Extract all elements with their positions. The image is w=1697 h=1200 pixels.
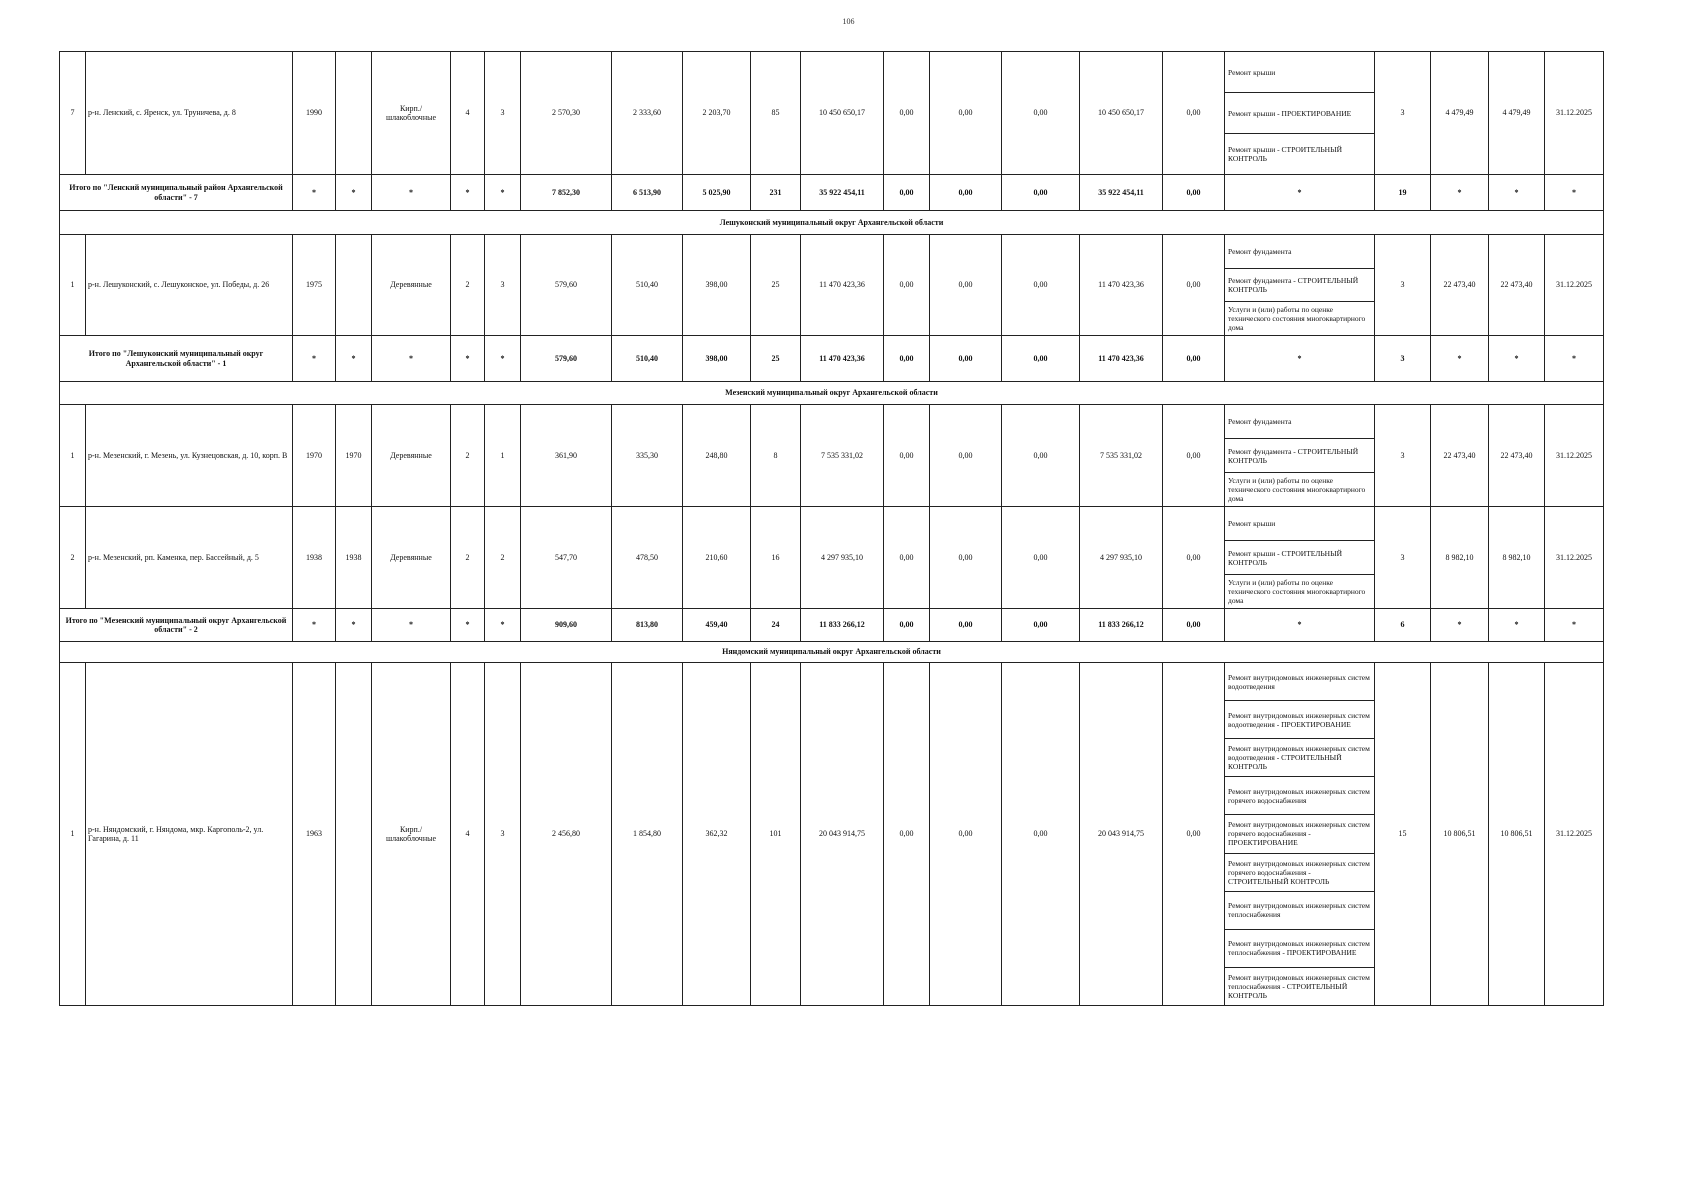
cell-living-area2: 248,80 [683, 405, 751, 507]
cell-living-area: 813,80 [612, 609, 683, 642]
cell-fund1: 0,00 [884, 609, 930, 642]
work-item: Ремонт фундамента [1225, 235, 1374, 269]
cell-residents: 231 [751, 175, 801, 211]
cell-fund1: 0,00 [884, 507, 930, 609]
cell-floors: 4 [451, 663, 485, 1006]
cell-year-built: 1975 [293, 235, 336, 336]
placeholder-cell: * [1545, 175, 1604, 211]
work-item: Ремонт внутридомовых инженерных систем горячего водоснабжения [1225, 777, 1374, 815]
placeholder-cell: * [1431, 175, 1489, 211]
cell-work-count: 6 [1375, 609, 1431, 642]
placeholder-cell: * [485, 336, 521, 382]
placeholder-cell: * [1431, 336, 1489, 382]
cell-material: Деревянные [372, 235, 451, 336]
cell-cost-total: 10 450 650,17 [801, 52, 884, 175]
house-row [60, 52, 1604, 175]
cell-year-renov [336, 235, 372, 336]
placeholder-cell: * [451, 609, 485, 642]
cell-total-area: 361,90 [521, 405, 612, 507]
cell-fund5: 0,00 [1163, 609, 1225, 642]
cell-total-area: 909,60 [521, 609, 612, 642]
cell-deadline: 31.12.2025 [1545, 52, 1604, 175]
cell-entrances: 3 [485, 235, 521, 336]
cell-year-built: 1963 [293, 663, 336, 1006]
cell-fund4: 20 043 914,75 [1080, 663, 1163, 1006]
cell-fund4: 7 535 331,02 [1080, 405, 1163, 507]
cell-fund3: 0,00 [1002, 336, 1080, 382]
work-item: Ремонт фундамента [1225, 405, 1374, 439]
work-item: Ремонт крыши [1225, 52, 1374, 93]
cell-unit-cost: 10 806,51 [1431, 663, 1489, 1006]
cell-fund3: 0,00 [1002, 663, 1080, 1006]
cell-fund4: 11 833 266,12 [1080, 609, 1163, 642]
cell-fund1: 0,00 [884, 52, 930, 175]
work-item: Ремонт внутридомовых инженерных систем водоотведения [1225, 663, 1374, 701]
cell-no: 1 [60, 235, 86, 336]
cell-deadline: 31.12.2025 [1545, 235, 1604, 336]
work-item: Услуги и (или) работы по оценке технического состояния многоквартирного дома [1228, 578, 1366, 605]
cell-residents: 101 [751, 663, 801, 1006]
cell-fund2: 0,00 [930, 609, 1002, 642]
cell-entrances: 1 [485, 405, 521, 507]
cell-fund5: 0,00 [1163, 405, 1225, 507]
cell-total-area: 579,60 [521, 336, 612, 382]
cell-no: 1 [60, 405, 86, 507]
cell-residents: 85 [751, 52, 801, 175]
subtotal-row [60, 336, 1604, 382]
cell-floors: 4 [451, 52, 485, 175]
work-item: Услуги и (или) работы по оценке технического состояния многоквартирного дома [1228, 305, 1366, 333]
section-header-row [60, 642, 1604, 663]
subtotal-row [60, 609, 1604, 642]
work-item: Ремонт внутридомовых инженерных систем теплоснабжения - СТРОИТЕЛЬНЫЙ КОНТРОЛЬ [1228, 972, 1370, 1000]
work-item: Ремонт внутридомовых инженерных систем горячего водоснабжения - СТРОИТЕЛЬНЫЙ КОНТРОЛЬ [1225, 854, 1374, 892]
section-title: Лешуконский муниципальный округ Архангельской области [60, 211, 1604, 235]
cell-residents: 8 [751, 405, 801, 507]
cell-total-area: 579,60 [521, 235, 612, 336]
subtotal-row [60, 175, 1604, 211]
cell-work-count: 3 [1375, 235, 1431, 336]
placeholder-cell: * [293, 175, 336, 211]
placeholder-cell: * [1545, 609, 1604, 642]
work-item: Ремонт крыши - ПРОЕКТИРОВАНИЕ [1225, 93, 1374, 134]
cell-fund5: 0,00 [1163, 235, 1225, 336]
cell-fund3: 0,00 [1002, 405, 1080, 507]
cell-no: 7 [60, 52, 86, 175]
cell-residents: 16 [751, 507, 801, 609]
cell-fund2: 0,00 [930, 175, 1002, 211]
cell-unit-cost: 4 479,49 [1431, 52, 1489, 175]
cell-fund4: 35 922 454,11 [1080, 175, 1163, 211]
cell-entrances: 3 [485, 663, 521, 1006]
cell-address: р-н. Лешуконский, с. Лешуконское, ул. Победы, д. 26 [86, 235, 293, 336]
house-row [60, 663, 1604, 1006]
cell-deadline: 31.12.2025 [1545, 507, 1604, 609]
cell-floors: 2 [451, 235, 485, 336]
placeholder-cell: * [1225, 336, 1375, 382]
placeholder-cell: * [1489, 609, 1545, 642]
work-item: Ремонт внутридомовых инженерных систем теплоснабжения [1225, 892, 1374, 930]
cell-living-area: 478,50 [612, 507, 683, 609]
cell-fund4: 4 297 935,10 [1080, 507, 1163, 609]
section-title: Мезенский муниципальный округ Архангельской области [60, 382, 1604, 405]
cell-work-count: 3 [1375, 405, 1431, 507]
cell-unit-cost: 22 473,40 [1431, 235, 1489, 336]
cell-material: Деревянные [372, 507, 451, 609]
house-row [60, 405, 1604, 507]
cell-year-renov: 1938 [336, 507, 372, 609]
cell-max-cost: 4 479,49 [1489, 52, 1545, 175]
cell-fund2: 0,00 [930, 405, 1002, 507]
cell-living-area2: 398,00 [683, 336, 751, 382]
placeholder-cell: * [1225, 609, 1375, 642]
cell-total-area: 2 456,80 [521, 663, 612, 1006]
works-cell [1225, 52, 1375, 175]
house-row [60, 507, 1604, 609]
cell-fund5: 0,00 [1163, 507, 1225, 609]
placeholder-cell: * [1431, 609, 1489, 642]
work-item: Ремонт внутридомовых инженерных систем горячего водоснабжения - ПРОЕКТИРОВАНИЕ [1225, 815, 1374, 853]
cell-living-area: 510,40 [612, 336, 683, 382]
cell-fund1: 0,00 [884, 235, 930, 336]
cell-cost-total: 4 297 935,10 [801, 507, 884, 609]
house-row [60, 235, 1604, 336]
cell-work-count: 15 [1375, 663, 1431, 1006]
cell-living-area: 6 513,90 [612, 175, 683, 211]
cell-total-area: 7 852,30 [521, 175, 612, 211]
cell-residents: 25 [751, 336, 801, 382]
section-header-row [60, 382, 1604, 405]
work-item: Ремонт фундамента - СТРОИТЕЛЬНЫЙ КОНТРОЛЬ [1225, 269, 1374, 303]
placeholder-cell: * [485, 609, 521, 642]
cell-fund2: 0,00 [930, 336, 1002, 382]
cell-address: р-н. Мезенский, рп. Каменка, пер. Бассейный, д. 5 [86, 507, 293, 609]
cell-cost-total: 11 470 423,36 [801, 235, 884, 336]
placeholder-cell: * [372, 175, 451, 211]
cell-fund3: 0,00 [1002, 235, 1080, 336]
cell-living-area2: 5 025,90 [683, 175, 751, 211]
cell-living-area: 335,30 [612, 405, 683, 507]
subtotal-label: Итого по "Мезенский муниципальный округ Архангельской области" - 2 [60, 609, 293, 642]
placeholder-cell: * [1225, 175, 1375, 211]
placeholder-cell: * [372, 336, 451, 382]
cell-residents: 24 [751, 609, 801, 642]
placeholder-cell: * [372, 609, 451, 642]
placeholder-cell: * [1489, 175, 1545, 211]
cell-year-renov [336, 663, 372, 1006]
cell-cost-total: 20 043 914,75 [801, 663, 884, 1006]
works-cell [1225, 235, 1375, 336]
cell-deadline: 31.12.2025 [1545, 405, 1604, 507]
works-cell [1225, 405, 1375, 507]
cell-year-built: 1990 [293, 52, 336, 175]
work-item: Ремонт внутридомовых инженерных систем теплоснабжения - ПРОЕКТИРОВАНИЕ [1225, 930, 1374, 968]
placeholder-cell: * [451, 336, 485, 382]
cell-living-area2: 398,00 [683, 235, 751, 336]
cell-fund3: 0,00 [1002, 609, 1080, 642]
work-item: Ремонт внутридомовых инженерных систем водоотведения - СТРОИТЕЛЬНЫЙ КОНТРОЛЬ [1225, 739, 1374, 777]
cell-year-built: 1938 [293, 507, 336, 609]
cell-material: Кирп./ шлакоблочные [372, 663, 451, 1006]
cell-no: 2 [60, 507, 86, 609]
cell-residents: 25 [751, 235, 801, 336]
placeholder-cell: * [293, 609, 336, 642]
works-cell [1225, 507, 1375, 609]
work-item: Ремонт фундамента - СТРОИТЕЛЬНЫЙ КОНТРОЛЬ [1225, 439, 1374, 473]
cell-floors: 2 [451, 507, 485, 609]
cell-entrances: 2 [485, 507, 521, 609]
cell-fund4: 11 470 423,36 [1080, 235, 1163, 336]
placeholder-cell: * [1545, 336, 1604, 382]
capital-repair-table [59, 51, 1604, 1006]
cell-fund5: 0,00 [1163, 52, 1225, 175]
cell-year-renov: 1970 [336, 405, 372, 507]
cell-deadline: 31.12.2025 [1545, 663, 1604, 1006]
cell-work-count: 3 [1375, 52, 1431, 175]
cell-work-count: 19 [1375, 175, 1431, 211]
placeholder-cell: * [336, 336, 372, 382]
cell-fund1: 0,00 [884, 405, 930, 507]
cell-fund3: 0,00 [1002, 507, 1080, 609]
work-item: Услуги и (или) работы по оценке технического состояния многоквартирного дома [1228, 476, 1366, 503]
cell-max-cost: 8 982,10 [1489, 507, 1545, 609]
cell-fund3: 0,00 [1002, 175, 1080, 211]
cell-living-area2: 2 203,70 [683, 52, 751, 175]
cell-cost-total: 7 535 331,02 [801, 405, 884, 507]
cell-max-cost: 22 473,40 [1489, 235, 1545, 336]
cell-living-area2: 459,40 [683, 609, 751, 642]
cell-no: 1 [60, 663, 86, 1006]
cell-entrances: 3 [485, 52, 521, 175]
cell-fund2: 0,00 [930, 507, 1002, 609]
cell-total-area: 547,70 [521, 507, 612, 609]
cell-fund4: 11 470 423,36 [1080, 336, 1163, 382]
work-item: Ремонт крыши - СТРОИТЕЛЬНЫЙ КОНТРОЛЬ [1228, 145, 1343, 163]
cell-max-cost: 10 806,51 [1489, 663, 1545, 1006]
work-item: Ремонт внутридомовых инженерных систем водоотведения - ПРОЕКТИРОВАНИЕ [1225, 701, 1374, 739]
section-header-row [60, 211, 1604, 235]
cell-year-built: 1970 [293, 405, 336, 507]
cell-work-count: 3 [1375, 507, 1431, 609]
placeholder-cell: * [485, 175, 521, 211]
cell-address: р-н. Няндомский, г. Няндома, мкр. Каргополь-2, ул. Гагарина, д. 11 [86, 663, 293, 1006]
page-number: 106 [842, 17, 855, 26]
cell-material: Деревянные [372, 405, 451, 507]
cell-fund1: 0,00 [884, 663, 930, 1006]
cell-fund3: 0,00 [1002, 52, 1080, 175]
cell-fund1: 0,00 [884, 175, 930, 211]
works-cell [1225, 663, 1375, 1006]
placeholder-cell: * [1489, 336, 1545, 382]
cell-cost-total: 35 922 454,11 [801, 175, 884, 211]
cell-fund5: 0,00 [1163, 663, 1225, 1006]
cell-fund5: 0,00 [1163, 175, 1225, 211]
section-title: Няндомский муниципальный округ Архангельской области [60, 642, 1604, 663]
work-item: Ремонт крыши - СТРОИТЕЛЬНЫЙ КОНТРОЛЬ [1225, 541, 1374, 575]
cell-living-area: 1 854,80 [612, 663, 683, 1006]
work-item: Ремонт крыши [1225, 507, 1374, 541]
placeholder-cell: * [293, 336, 336, 382]
placeholder-cell: * [336, 175, 372, 211]
cell-address: р-н. Мезенский, г. Мезень, ул. Кузнецовская, д. 10, корп. В [86, 405, 293, 507]
cell-living-area2: 210,60 [683, 507, 751, 609]
cell-total-area: 2 570,30 [521, 52, 612, 175]
cell-living-area2: 362,32 [683, 663, 751, 1006]
cell-fund2: 0,00 [930, 52, 1002, 175]
cell-cost-total: 11 833 266,12 [801, 609, 884, 642]
cell-fund1: 0,00 [884, 336, 930, 382]
cell-address: р-н. Ленский, с. Яренск, ул. Труничева, д. 8 [86, 52, 293, 175]
cell-unit-cost: 8 982,10 [1431, 507, 1489, 609]
cell-material: Кирп./ шлакоблочные [372, 52, 451, 175]
cell-cost-total: 11 470 423,36 [801, 336, 884, 382]
placeholder-cell: * [336, 609, 372, 642]
placeholder-cell: * [451, 175, 485, 211]
subtotal-label: Итого по "Ленский муниципальный район Архангельской области" - 7 [60, 175, 293, 211]
cell-work-count: 3 [1375, 336, 1431, 382]
cell-living-area: 2 333,60 [612, 52, 683, 175]
cell-floors: 2 [451, 405, 485, 507]
cell-fund5: 0,00 [1163, 336, 1225, 382]
cell-max-cost: 22 473,40 [1489, 405, 1545, 507]
cell-fund2: 0,00 [930, 235, 1002, 336]
cell-fund4: 10 450 650,17 [1080, 52, 1163, 175]
cell-fund2: 0,00 [930, 663, 1002, 1006]
cell-year-renov [336, 52, 372, 175]
cell-living-area: 510,40 [612, 235, 683, 336]
subtotal-label: Итого по "Лешуконский муниципальный округ Архангельской области" - 1 [60, 336, 293, 382]
cell-unit-cost: 22 473,40 [1431, 405, 1489, 507]
